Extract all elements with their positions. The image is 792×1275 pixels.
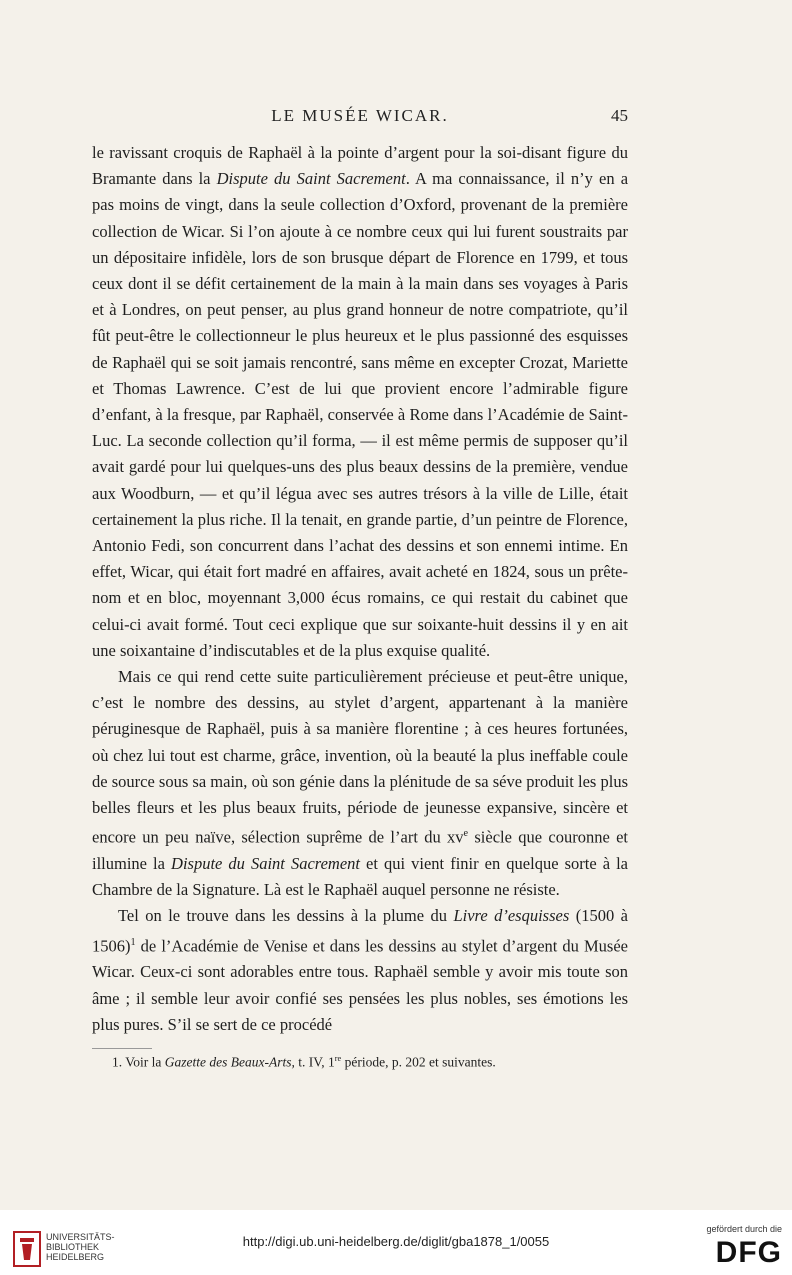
italic-title: Dispute du Saint Sacrement bbox=[171, 853, 360, 873]
italic-title: Gazette des Beaux-Arts, bbox=[164, 1054, 295, 1070]
footnote-rule bbox=[92, 1048, 152, 1049]
text-run: Mais ce qui rend cette suite particulièrement précieuse et peut-être unique, c’est le nombre des dessins, au stylet d’argent, appartenant à la manière péruginesque de Raphaël, puis à sa manière florentine ; à ces heures fortunées, où chez lui tout est charme, grâce, invention, où la beauté la plus ineffable coule de source sous sa main, où son génie dans la plénitude de sa séve produit les plus belles fleurs et les plus beaux fruits, période de jeunesse expansive, sincère et encore un peu naïve, sélection suprême de l’art du xv bbox=[92, 667, 628, 847]
paragraph bbox=[92, 140, 628, 664]
text-run: siècle que couronne et illumine la bbox=[92, 827, 628, 873]
library-name-line: HEIDELBERG bbox=[46, 1252, 105, 1262]
viewer-footer bbox=[0, 1210, 792, 1275]
text-run: Tel on le trouve dans les dessins à la plume du bbox=[118, 906, 454, 926]
text-run: le ravissant croquis de Raphaël à la pointe d’argent pour la soi-disant figure du Bramante dans la bbox=[92, 143, 628, 189]
text-run: de l’Académie de Venise et dans les dessins au stylet d’argent du Musée Wicar. Ceux-ci sont adorables entre tous. Raphaël semble y avoir mis toute son âme ; il semble leur avoir confié ses pensées les plus nobles, ses émotions les plus pures. S’il se sert de ce procédé bbox=[92, 936, 628, 1034]
library-name-line: UNIVERSITÄTS- bbox=[46, 1232, 115, 1242]
page-number: 45 bbox=[611, 106, 628, 125]
superscript: re bbox=[334, 1054, 342, 1063]
text-run: . A ma connaissance, il n’y en a pas moins de vingt, dans la seule collection d’Oxford, provenant de la première collection de Wicar. Si l’on ajoute à ce nombre ceux qui lui furent soustraits par un dépositaire infidèle, lors de son brusque départ de Florence en 1799, et tous ceux dont il se défit certainement de la main à la main dans ses voyages à Paris et à Londres, on peut penser, au plus grand honneur de notre compatriote, qu’il fût peut-être le collectionneur le plus heureux et le plus passionné des esquisses de Raphaël qui se soit jamais rencontré, sans même en excepter Crozat, Mariette et Thomas Lawrence. C’est de lui que provient encore l’admirable figure d’enfant, à la fresque, par Raphaël, conservée à Rome dans l’Académie de Saint-Luc. La seconde collection qu’il forma, — il est même permis de supposer qu’il avait gardé pour lui quelques-uns des plus beaux dessins de la première, vendue aux Woodburn, — et qu’il légua avec ses autres trésors à la ville de Lille, était certainement la plus riche. Il la tenait, en grande partie, d’un peintre de Florence, Antonio Fedi, son concurrent dans l’achat des dessins et son ennemi intime. En effet, Wicar, qui était fort madré en affaires, avait acheté en 1824, sous un prête-nom et en bloc, moyennant 3,000 écus romains, ce qui restait du cabinet que celui-ci avait formé. Tout ceci explique que sur soixante-huit dessins il y en ait une soixantaine d’indiscutables et de la plus exquise qualité. bbox=[92, 169, 629, 660]
superscript: 1 bbox=[130, 936, 136, 948]
text-run: t. IV, 1 bbox=[294, 1054, 335, 1070]
footnote bbox=[112, 1054, 496, 1071]
paragraph bbox=[92, 903, 628, 1038]
permalink-url[interactable]: http://digi.ub.uni-heidelberg.de/diglit/gba1878_1/0055 bbox=[242, 1234, 550, 1249]
running-title: LE MUSÉE WICAR. bbox=[271, 106, 449, 125]
library-name-line: BIBLIOTHEK bbox=[46, 1242, 100, 1252]
superscript: e bbox=[463, 828, 469, 840]
funded-by-label: gefördert durch die bbox=[706, 1224, 782, 1234]
dfg-logo: DFG bbox=[715, 1236, 782, 1269]
text-run: et qui vient finir en quelque sorte à la Chambre de la Signature. Là est le Raphaël auquel personne ne résiste. bbox=[92, 853, 628, 900]
text-run: période, p. 202 et suivantes. bbox=[341, 1054, 496, 1070]
text-run: (1500 à 1506) bbox=[92, 906, 628, 956]
text-run: 1. Voir la bbox=[112, 1054, 165, 1070]
paragraph bbox=[92, 664, 628, 903]
italic-title: Livre d’esquisses bbox=[453, 906, 570, 926]
body-text bbox=[92, 140, 628, 1038]
italic-title: Dispute du Saint Sacrement bbox=[216, 169, 406, 189]
page-header bbox=[92, 106, 628, 130]
